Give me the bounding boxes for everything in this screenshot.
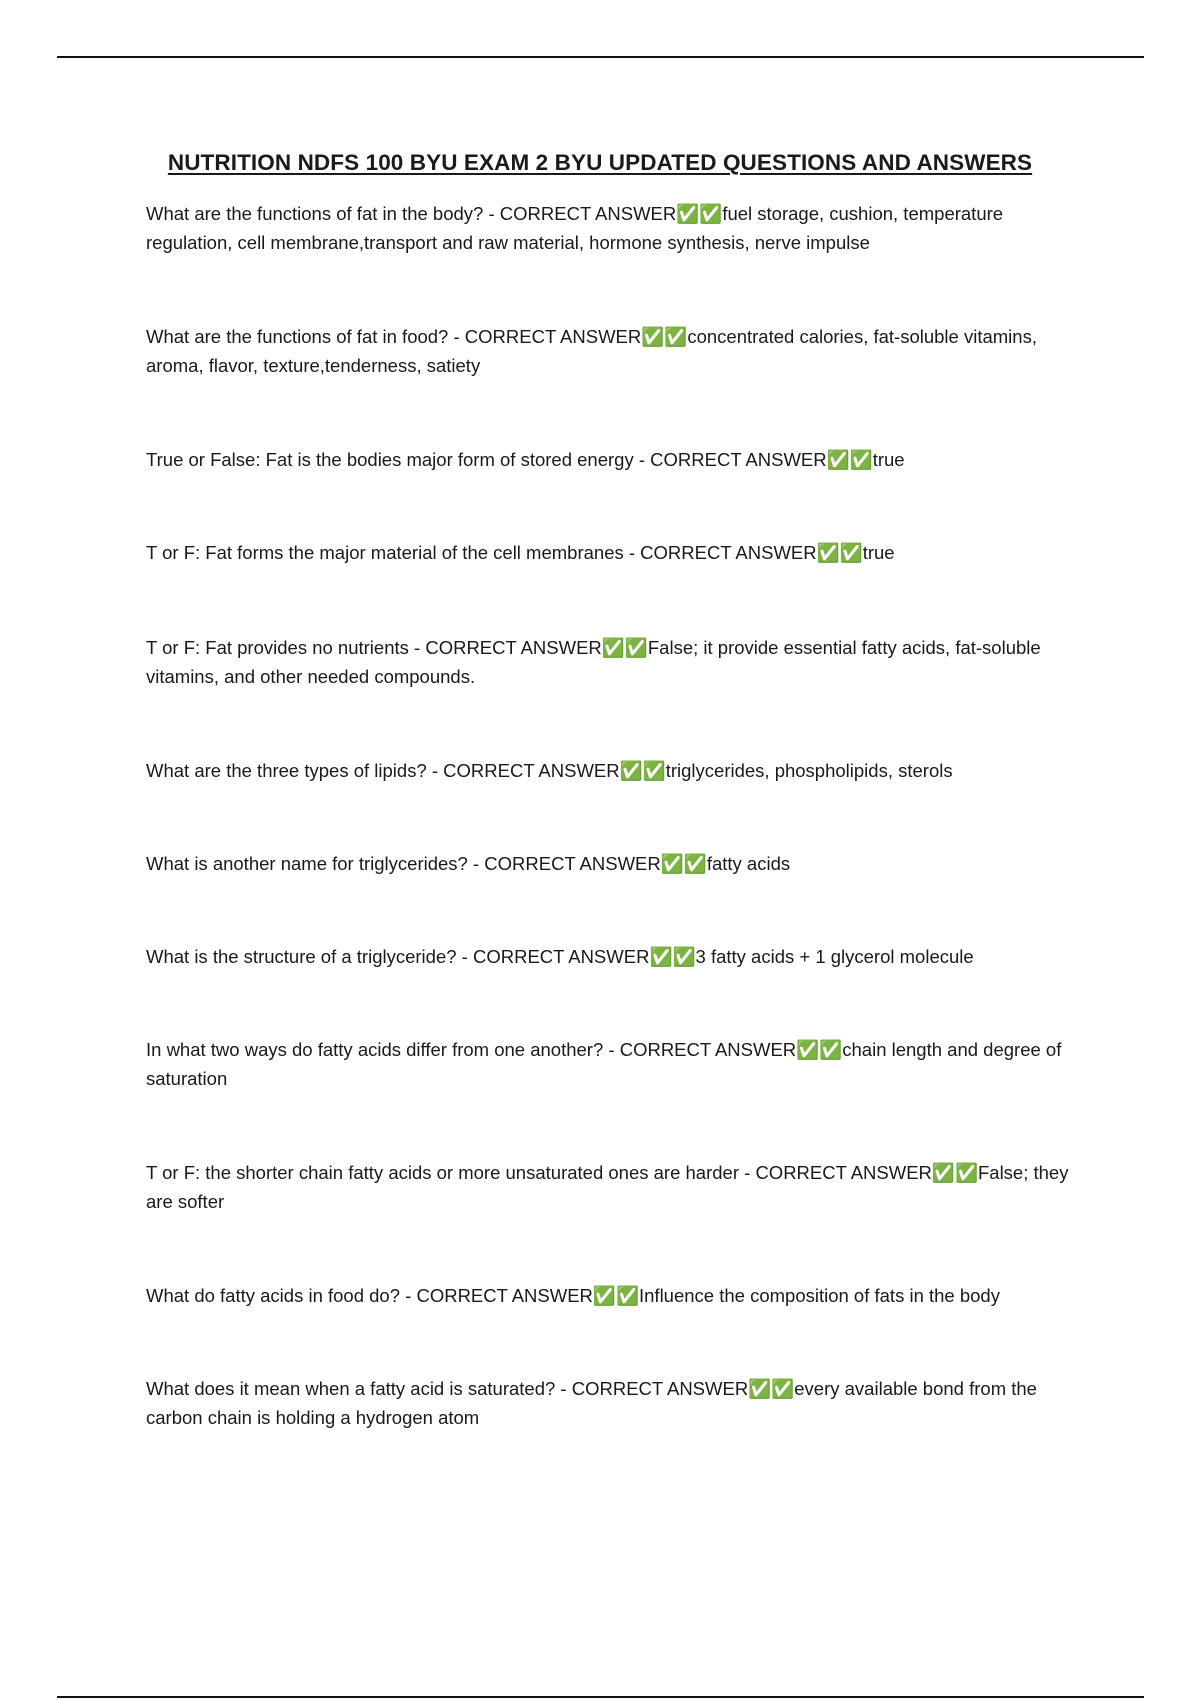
double-check-icon: ✅✅ [748, 1378, 795, 1399]
double-check-icon: ✅✅ [796, 1039, 843, 1060]
question-text: T or F: Fat provides no nutrients [146, 637, 409, 658]
correct-answer-label: - CORRECT ANSWER [467, 853, 661, 874]
qa-item [146, 849, 1091, 878]
qa-item [146, 538, 1091, 567]
answer-text: triglycerides, phospholipids, sterols [665, 760, 953, 781]
double-check-icon: ✅✅ [816, 542, 863, 563]
qa-item [146, 756, 1091, 785]
answer-text: true [872, 449, 905, 470]
document-title: NUTRITION NDFS 100 BYU EXAM 2 BYU UPDATED QUESTIONS AND ANSWERS [167, 150, 1033, 175]
answer-text: 3 fatty acids + 1 glycerol molecule [695, 946, 974, 967]
correct-answer-label: - CORRECT ANSWER [483, 203, 677, 224]
correct-answer-label: - CORRECT ANSWER [456, 946, 650, 967]
question-text: What does it mean when a fatty acid is saturated? [146, 1378, 556, 1399]
double-check-icon: ✅✅ [641, 326, 688, 347]
double-check-icon: ✅✅ [826, 449, 873, 470]
question-text: T or F: Fat forms the major material of the cell membranes [146, 542, 624, 563]
correct-answer-label: - CORRECT ANSWER [623, 542, 817, 563]
qa-item [146, 322, 1091, 380]
double-check-icon: ✅✅ [649, 946, 696, 967]
question-text: In what two ways do fatty acids differ from one another? [146, 1039, 604, 1060]
question-text: What are the three types of lipids? [146, 760, 427, 781]
double-check-icon: ✅✅ [592, 1285, 639, 1306]
question-text: True or False: Fat is the bodies major form of stored energy [146, 449, 634, 470]
correct-answer-label: - CORRECT ANSWER [633, 449, 827, 470]
answer-text: true [862, 542, 895, 563]
double-check-icon: ✅✅ [676, 203, 723, 224]
top-divider [57, 56, 1144, 58]
answer-text: Influence the composition of fats in the body [639, 1285, 1000, 1306]
correct-answer-label: - CORRECT ANSWER [400, 1285, 593, 1306]
qa-item [146, 199, 1091, 257]
double-check-icon: ✅✅ [601, 637, 648, 658]
correct-answer-label: - CORRECT ANSWER [426, 760, 620, 781]
question-text: What are the functions of fat in food? [146, 326, 449, 347]
question-text: What do fatty acids in food do? [146, 1285, 401, 1306]
double-check-icon: ✅✅ [931, 1162, 978, 1183]
question-text: What is the structure of a triglyceride? [146, 946, 457, 967]
answer-text: fatty acids [706, 853, 791, 874]
qa-item [146, 1035, 1091, 1093]
correct-answer-label: - CORRECT ANSWER [739, 1162, 932, 1183]
answer-text: False; it provide essential fatty acids, fat-soluble vitamins, and other needed compounds. [146, 637, 1046, 687]
question-text: What is another name for triglycerides? [146, 853, 468, 874]
question-text: What are the functions of fat in the body? [146, 203, 484, 224]
qa-item [146, 942, 1091, 971]
answer-text: fuel storage, cushion, temperature regulation, cell membrane,transport and raw material, hormone synthesis, nerve impulse [146, 203, 1009, 253]
answer-text: False; they are softer [146, 1162, 1074, 1212]
answer-text: concentrated calories, fat-soluble vitamins, aroma, flavor, texture,tenderness, satiety [146, 326, 1043, 376]
correct-answer-label: - CORRECT ANSWER [555, 1378, 749, 1399]
bottom-divider [57, 1696, 1144, 1698]
qa-item [146, 1374, 1091, 1432]
answer-text: chain length and degree of saturation [146, 1039, 1067, 1089]
qa-item [146, 1158, 1091, 1216]
qa-item [146, 1281, 1091, 1310]
qa-item [146, 445, 1091, 474]
correct-answer-label: - CORRECT ANSWER [408, 637, 602, 658]
correct-answer-label: - CORRECT ANSWER [603, 1039, 797, 1060]
double-check-icon: ✅✅ [619, 760, 666, 781]
correct-answer-label: - CORRECT ANSWER [448, 326, 642, 347]
qa-item [146, 633, 1091, 691]
answer-text: every available bond from the carbon chain is holding a hydrogen atom [146, 1378, 1043, 1428]
question-text: T or F: the shorter chain fatty acids or more unsaturated ones are harder [146, 1162, 739, 1183]
double-check-icon: ✅✅ [660, 853, 707, 874]
